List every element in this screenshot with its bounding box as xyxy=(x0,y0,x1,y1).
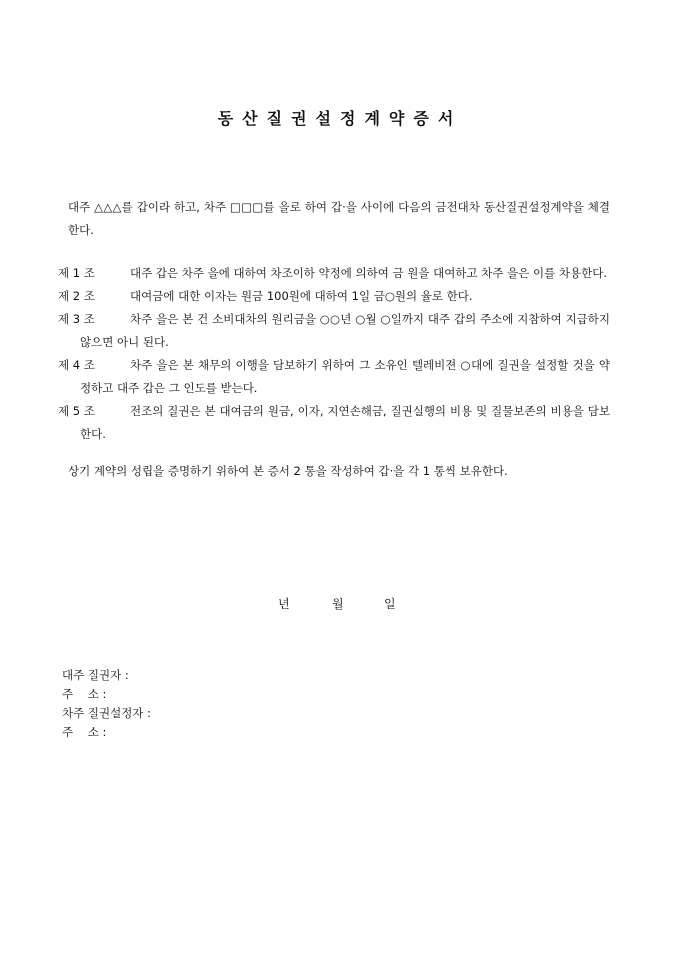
article-4-text: 차주 을은 본 채무의 이행을 담보하기 위하여 그 소유인 텔레비젼 ○대에 질권을 설정할 것을 약정하고 대주 갑은 그 인도를 받는다. xyxy=(80,358,610,395)
document-title: 동산질권설정계약증서 xyxy=(217,109,463,128)
date-year: 년 xyxy=(278,597,290,611)
lender-address-label: 주 소 : xyxy=(62,687,107,701)
article-5 xyxy=(58,400,610,446)
article-3-text: 차주 을은 본 건 소비대차의 원리금을 ○○년 ○월 ○일까지 대주 갑의 주소에 지참하여 지급하지 않으면 아니 된다. xyxy=(80,312,610,349)
article-4 xyxy=(58,354,610,400)
closing-paragraph: 상기 계약의 성립을 증명하기 위하여 본 증서 2 통을 작성하여 갑·을 각 1 통씩 보유한다. xyxy=(68,464,508,478)
date-month: 월 xyxy=(332,597,344,611)
articles-list xyxy=(58,262,610,446)
parties-block xyxy=(62,666,151,742)
article-5-number: 제 5 조 xyxy=(58,404,95,418)
article-3-number: 제 3 조 xyxy=(58,312,95,326)
article-1 xyxy=(58,262,610,285)
article-4-number: 제 4 조 xyxy=(58,358,95,372)
article-5-text: 전조의 질권은 본 대여금의 원금, 이자, 지연손해금, 질권실행의 비용 및 질물보존의 비용을 담보한다. xyxy=(80,404,610,441)
article-3 xyxy=(58,308,610,354)
article-1-number: 제 1 조 xyxy=(58,266,95,280)
article-2-number: 제 2 조 xyxy=(58,289,95,303)
lender-label: 대주 질권자 : xyxy=(62,668,129,682)
borrower-address-label: 주 소 : xyxy=(62,725,107,739)
date-day: 일 xyxy=(384,597,396,611)
article-1-text: 대주 갑은 차주 을에 대하여 차조이하 약정에 의하여 금 원을 대여하고 차주 을은 이를 차용한다. xyxy=(130,266,607,280)
borrower-label: 차주 질권설정자 : xyxy=(62,706,151,720)
intro-paragraph: 대주 △△△를 갑이라 하고, 차주 □□□를 을로 하여 갑·을 사이에 다음의 금전대차 동산질권설정계약을 체결한다. xyxy=(68,200,610,237)
article-2-text: 대여금에 대한 이자는 원금 100원에 대하여 1일 금○원의 율로 한다. xyxy=(130,289,473,303)
article-2 xyxy=(58,285,610,308)
